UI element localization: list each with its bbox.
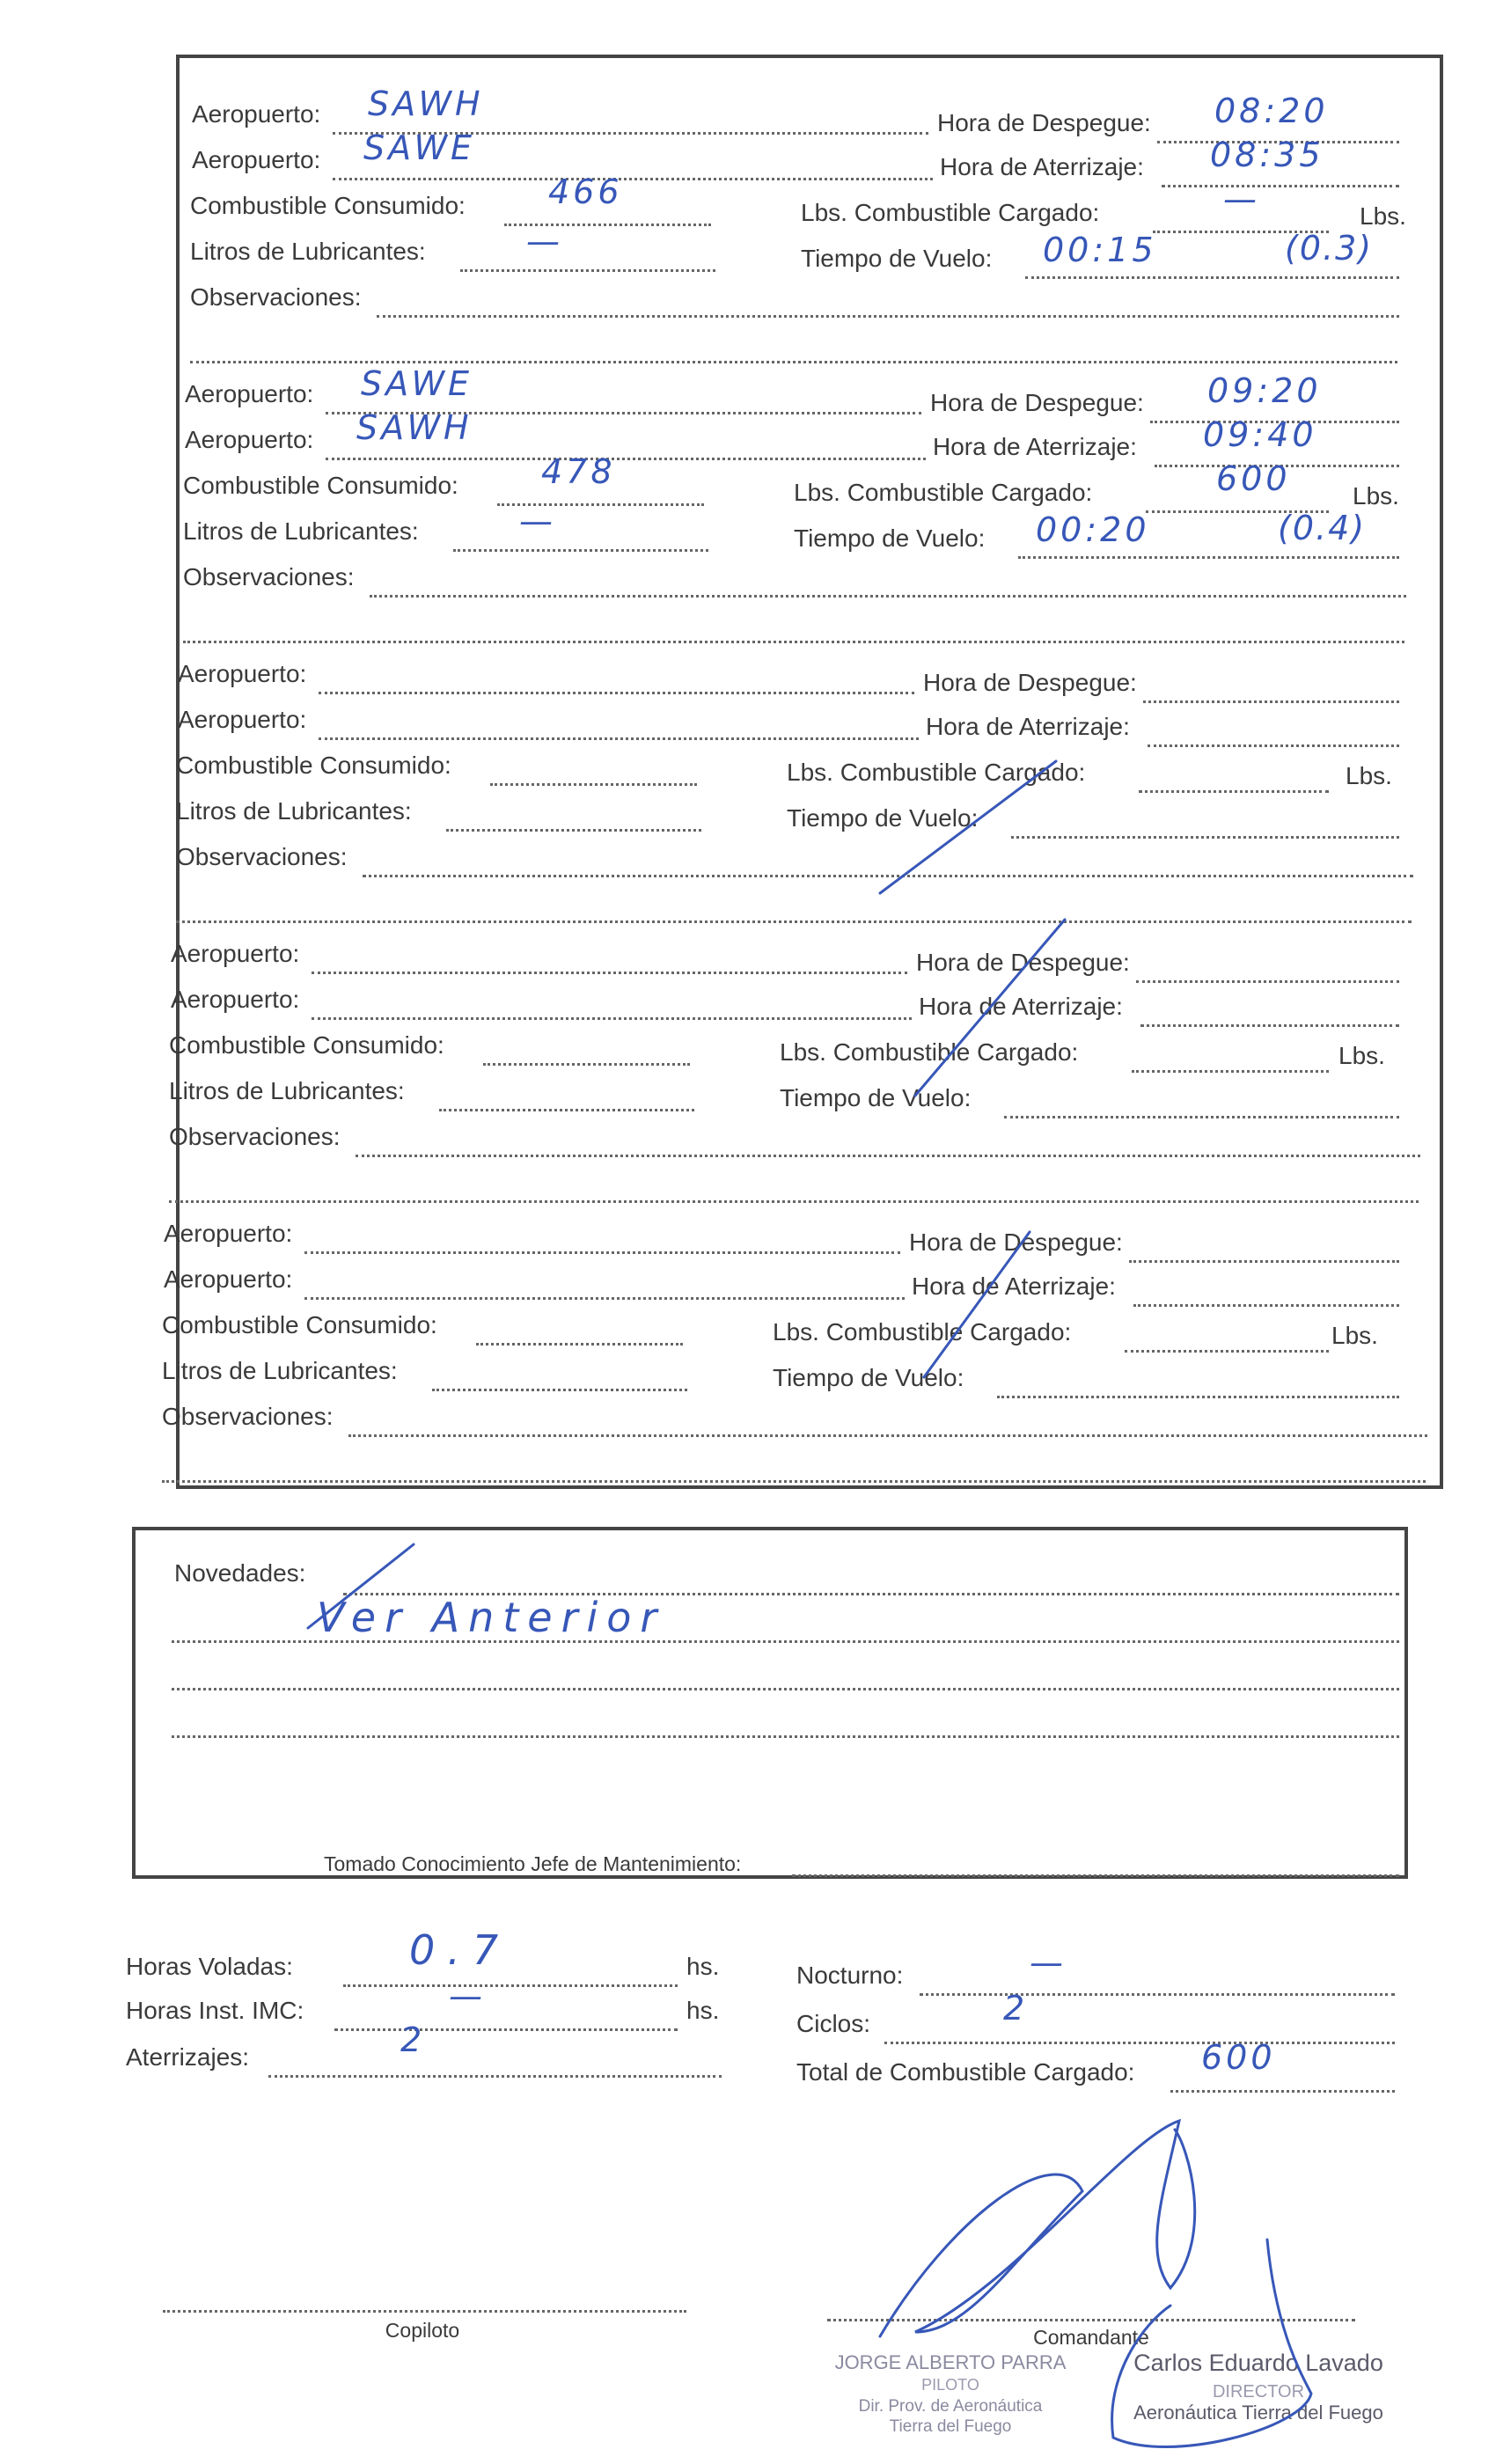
landing-time-label: Hora de Aterrizaje: [919, 993, 1123, 1020]
strike-news [308, 1544, 414, 1628]
news-label: Novedades: [174, 1559, 306, 1587]
flight-time-label: Tiempo de Vuelo: [787, 804, 979, 832]
hours-flown-unit: hs. [686, 1953, 720, 1980]
departure-time-label: Hora de Despegue: [923, 669, 1137, 696]
lbs-label: Lbs. [1360, 202, 1406, 230]
airport-label: Aeropuerto: [171, 986, 300, 1013]
landing-time-label: Hora de Aterrizaje: [926, 713, 1130, 740]
fuel-loaded-label: Lbs. Combustible Cargado: [773, 1318, 1072, 1346]
airport-label: Aeropuerto: [178, 706, 307, 733]
maintenance-ack-label: Tomado Conocimiento Jefe de Mantenimiento: [324, 1852, 742, 1875]
airport-label: Aeropuerto: [192, 100, 321, 128]
strike-line-4 [915, 920, 1065, 1096]
stamp-right-name: Carlos Eduardo Lavado [1133, 2350, 1383, 2376]
fuel-consumed-label: Combustible Consumido: [190, 192, 466, 219]
lbs-label: Lbs. [1331, 1322, 1378, 1349]
landing-time-label: Hora de Aterrizaje: [912, 1272, 1116, 1300]
fuel-loaded-label: Lbs. Combustible Cargado: [794, 479, 1093, 506]
stamp-right-org: Aeronáutica Tierra del Fuego [1133, 2402, 1383, 2424]
observations-label: Observaciones: [183, 563, 355, 590]
observations-label: Observaciones: [190, 283, 362, 311]
flight-time-value: 00:20 [1036, 510, 1150, 549]
director-signature-strokes [1112, 2240, 1311, 2446]
flight-time-decimal-value: (0.4) [1278, 509, 1367, 547]
lbs-label: Lbs. [1338, 1042, 1385, 1069]
arrival-airport-value: SAWE [363, 128, 476, 167]
fuel-consumed-label: Combustible Consumido: [183, 472, 458, 499]
departure-time-value: 09:20 [1207, 371, 1322, 410]
night-value: — [1030, 1943, 1067, 1982]
flight-time-label: Tiempo de Vuelo: [794, 524, 986, 552]
fuel-loaded-value: — [1223, 180, 1260, 218]
news-handwritten: Ver Anterior [317, 1594, 666, 1641]
landings-value: 2 [400, 2020, 426, 2059]
fuel-consumed-value: 466 [548, 172, 623, 211]
departure-time-label: Hora de Despegue: [937, 109, 1151, 136]
airport-label: Aeropuerto: [185, 426, 314, 453]
departure-time-label: Hora de Despegue: [930, 389, 1144, 416]
lubricants-label: Litros de Lubricantes: [169, 1077, 405, 1104]
lbs-label: Lbs. [1346, 762, 1392, 789]
lbs-label: Lbs. [1353, 482, 1399, 510]
fuel-consumed-label: Combustible Consumido: [176, 752, 451, 779]
copilot-label: Copiloto [385, 2319, 460, 2342]
airport-label: Aeropuerto: [192, 146, 321, 173]
airport-label: Aeropuerto: [171, 940, 300, 967]
landing-time-value: 09:40 [1203, 415, 1317, 454]
departure-time-label: Hora de Despegue: [909, 1228, 1123, 1256]
landing-time-label: Hora de Aterrizaje: [933, 433, 1137, 460]
hours-imc-value: — [449, 1976, 486, 2015]
strike-line-3 [880, 761, 1056, 893]
stamp-left-name: JORGE ALBERTO PARRA [834, 2351, 1067, 2373]
hours-flown-label: Horas Voladas: [126, 1953, 293, 1980]
lubricants-label: Litros de Lubricantes: [162, 1357, 398, 1384]
commander-signature-strokes [880, 2121, 1195, 2336]
cycles-value: 2 [1003, 1989, 1029, 2028]
departure-time-label: Hora de Despegue: [916, 949, 1130, 976]
hours-imc-label: Horas Inst. IMC: [126, 1997, 304, 2024]
stamp-left-org1: Dir. Prov. de Aeronáutica [858, 2397, 1043, 2416]
lubricants-label: Litros de Lubricantes: [183, 517, 419, 545]
airport-label: Aeropuerto: [164, 1220, 293, 1247]
stamp-right-role: DIRECTOR [1212, 2382, 1305, 2402]
flight-time-label: Tiempo de Vuelo: [780, 1084, 972, 1111]
fuel-loaded-label: Lbs. Combustible Cargado: [787, 759, 1086, 786]
departure-airport-value: SAWE [361, 364, 473, 403]
departure-time-value: 08:20 [1214, 92, 1329, 130]
fuel-loaded-label: Lbs. Combustible Cargado: [780, 1038, 1079, 1066]
fuel-consumed-value: 478 [541, 452, 616, 491]
fuel-consumed-label: Combustible Consumido: [169, 1031, 444, 1059]
night-label: Nocturno: [796, 1962, 904, 1989]
flight-time-label: Tiempo de Vuelo: [773, 1364, 964, 1391]
observations-label: Observaciones: [176, 843, 348, 870]
departure-airport-value: SAWH [368, 84, 484, 123]
total-fuel-label: Total de Combustible Cargado: [796, 2058, 1135, 2086]
landing-time-label: Hora de Aterrizaje: [940, 153, 1144, 180]
observations-label: Observaciones: [169, 1123, 341, 1150]
lubricants-value: — [526, 222, 563, 260]
strike-line-5 [924, 1232, 1030, 1377]
lubricants-label: Litros de Lubricantes: [176, 797, 412, 825]
airport-label: Aeropuerto: [164, 1265, 293, 1293]
hours-flown-value: 0.7 [409, 1926, 511, 1974]
landings-label: Aterrizajes: [126, 2043, 250, 2071]
lubricants-value: — [519, 502, 556, 540]
stamp-left-role: PILOTO [921, 2376, 979, 2394]
airport-label: Aeropuerto: [178, 660, 307, 687]
airport-label: Aeropuerto: [185, 380, 314, 407]
stamp-left-org2: Tierra del Fuego [889, 2417, 1012, 2436]
hours-imc-unit: hs. [686, 1997, 720, 2024]
flight-time-label: Tiempo de Vuelo: [801, 245, 993, 272]
fuel-loaded-value: 600 [1216, 459, 1291, 498]
arrival-airport-value: SAWH [356, 408, 473, 447]
fuel-consumed-label: Combustible Consumido: [162, 1311, 437, 1338]
lubricants-label: Litros de Lubricantes: [190, 238, 426, 265]
flight-time-value: 00:15 [1043, 231, 1157, 269]
total-fuel-value: 600 [1201, 2038, 1276, 2077]
commander-label: Comandante [1033, 2326, 1149, 2349]
flight-time-decimal-value: (0.3) [1285, 229, 1374, 268]
fuel-loaded-label: Lbs. Combustible Cargado: [801, 199, 1100, 226]
observations-label: Observaciones: [162, 1403, 334, 1430]
landing-time-value: 08:35 [1210, 136, 1324, 174]
cycles-label: Ciclos: [796, 2010, 871, 2037]
